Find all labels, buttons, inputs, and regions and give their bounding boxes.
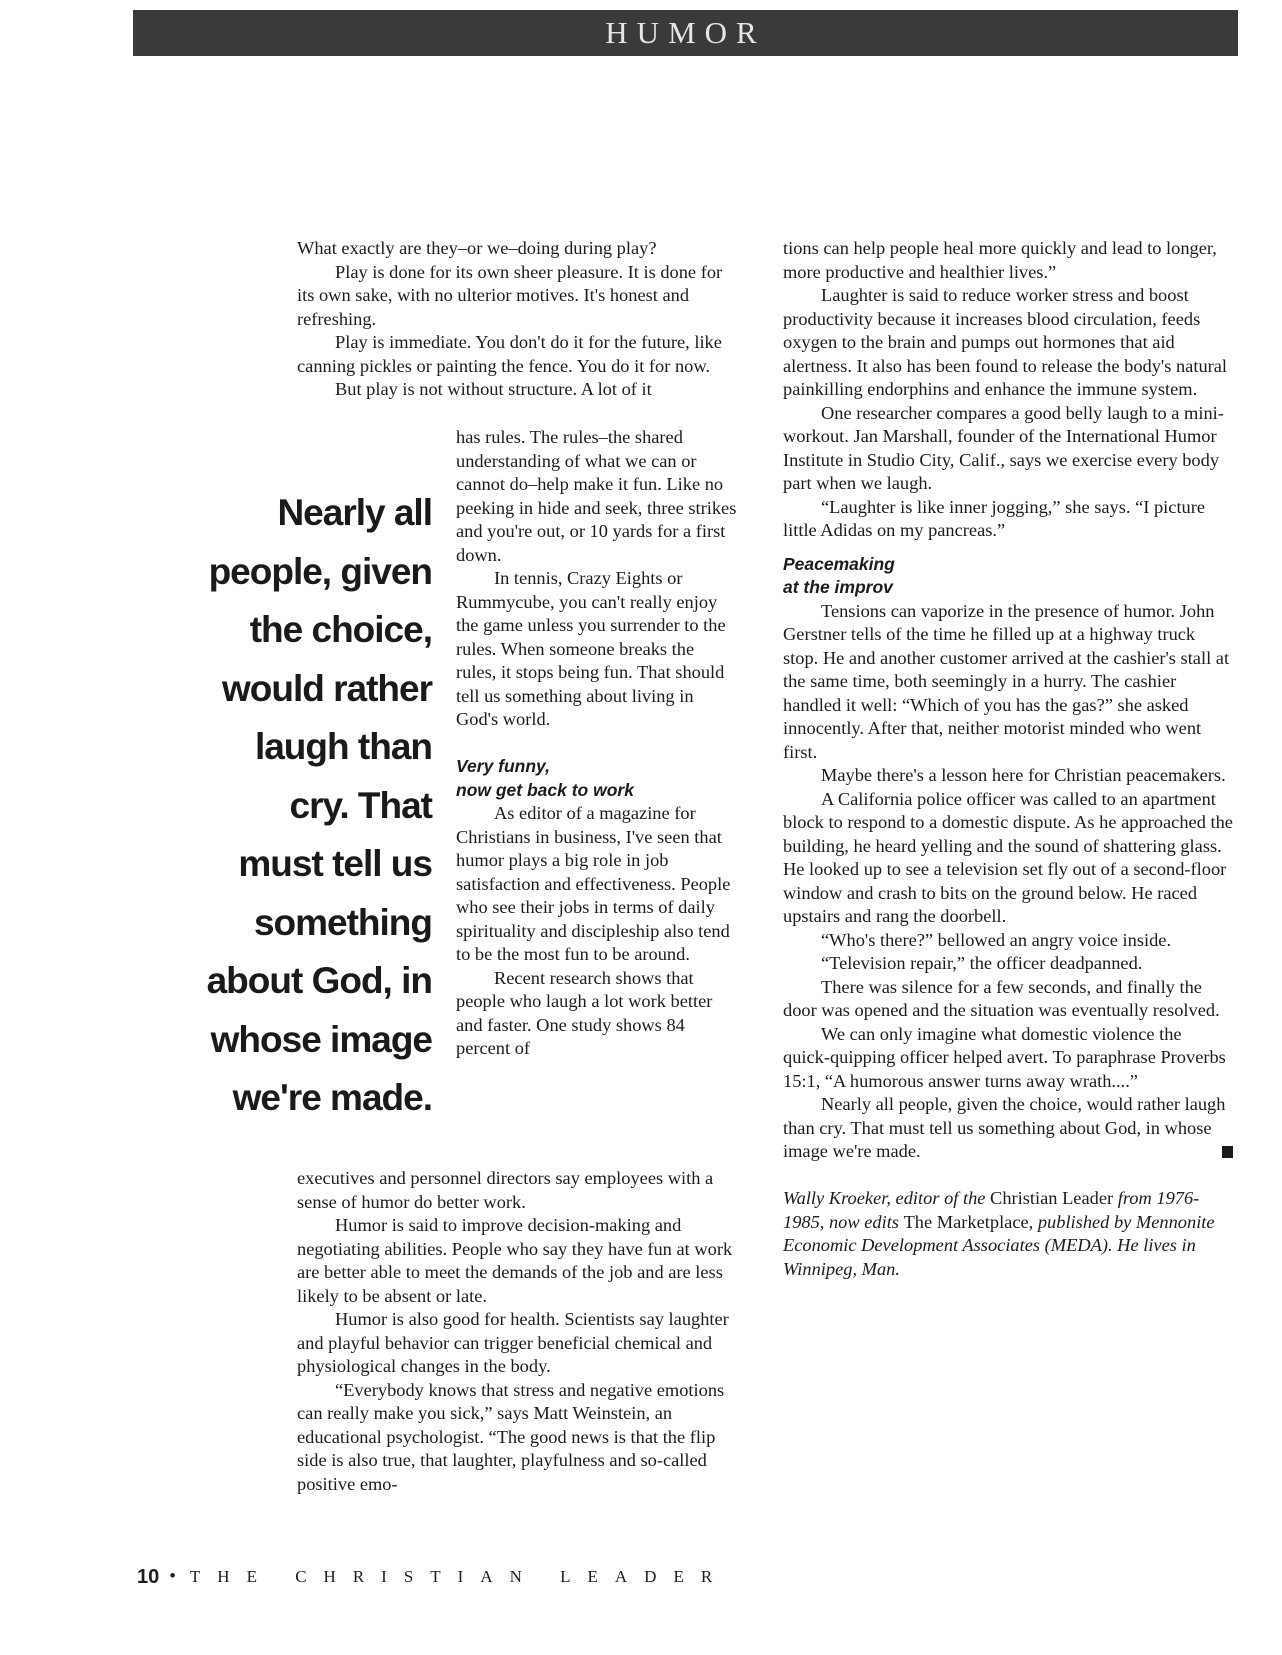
publication-name: THE CHRISTIAN LEADER	[189, 1567, 730, 1586]
paragraph: “Laughter is like inner jogging,” she says. “I picture little Adidas on my pancreas.”	[783, 496, 1206, 540]
bio-publication-1: Christian Leader	[990, 1188, 1114, 1208]
page-number: 10	[137, 1565, 160, 1588]
footer-separator: •	[169, 1566, 176, 1587]
final-paragraph	[783, 1093, 1233, 1164]
subhead-very-funny-line1: Very funny,	[456, 756, 551, 776]
paragraph: Play is immediate. You don't do it for the future, like canning pickles or painting the fence. You do it for now.	[297, 332, 722, 376]
paragraph: Humor is also good for health. Scientists say laughter and playful behavior can trigger beneficial chemical and physiological changes in the body.	[297, 1309, 729, 1376]
paragraph: Recent research shows that people who laugh a lot work better and faster. One study shows 84 percent of	[456, 967, 713, 1058]
column-1-bottom	[297, 1167, 733, 1496]
section-header-bar	[133, 10, 1238, 56]
paragraph: Humor is said to improve decision-making and negotiating abilities. People who say they have fun at work are better able to meet the demands of the job and are less likely to be absent or late.	[297, 1215, 733, 1306]
paragraph: One researcher compares a good belly laugh to a mini-workout. Jan Marshall, founder of the International Humor Institute in Studio City, Calif., says we exercise every body part when we laugh.	[783, 402, 1224, 493]
column-2	[783, 237, 1233, 1281]
paragraph: Tensions can vaporize in the presence of humor. John Gerstner tells of the time he filled up at a highway truck stop. He and another customer arrived at the cashier's stall at the same time, both seemingly in a hurry. The cashier handled it well: “Which of you has the gas?” she asked innocently. After that, neither motorist minded who went first.	[783, 600, 1230, 762]
pull-quote: Nearly all people, given the choice, would rather laugh than cry. That must tell us something about God, in whose image we're made.	[206, 492, 432, 1118]
paragraph: “Who's there?” bellowed an angry voice inside.	[821, 929, 1172, 950]
end-mark-icon	[1222, 1146, 1233, 1158]
paragraph: “Everybody knows that stress and negative emotions can really make you sick,” says Matt Weinstein, an educational psychologist. “The good news is that the flip side is also true, that laughter, playfulness and so-called positive emo-	[297, 1379, 725, 1494]
bio-publication-2: The Marketplace,	[903, 1211, 1034, 1232]
paragraph: Laughter is said to reduce worker stress and boost productivity because it increases blood circulation, feeds oxygen to the brain and pumps out hormones that aid alertness. It also has been found to release the body's natural painkilling endorphins and enhance the immune system.	[783, 285, 1228, 399]
column-1-top	[297, 237, 733, 402]
paragraph: executives and personnel directors say employees with a sense of humor do better work.	[297, 1168, 714, 1212]
section-title: HUMOR	[605, 15, 766, 50]
paragraph: tions can help people heal more quickly and lead to longer, more productive and healthier lives.”	[783, 238, 1217, 282]
paragraph: Maybe there's a lesson here for Christian peacemakers.	[821, 765, 1226, 785]
paragraph: Play is done for its own sheer pleasure. It is done for its own sake, with no ulterior motives. It's honest and refreshing.	[297, 261, 723, 329]
subhead-very-funny-line2: now get back to work	[456, 779, 634, 800]
paragraph: What exactly are they–or we–doing during play?	[297, 238, 657, 258]
page-footer	[137, 1564, 729, 1590]
paragraph: A California police officer was called to an apartment block to respond to a domestic dispute. As he approached the building, he heard yelling and the sound of shattering glass. He looked up to see a television set fly out of a second-floor window and crash to bits on the ground below. He raced upstairs and rang the doorbell.	[783, 788, 1233, 926]
column-1-narrow	[456, 426, 738, 1061]
bio-part2: from 1976-1985, now edits	[783, 1188, 1200, 1232]
author-bio	[783, 1187, 1233, 1281]
final-paragraph-text: Nearly all people, given the choice, would rather laugh than cry. That must tell us something about God, in whose image we're made.	[783, 1094, 1226, 1161]
paragraph: “Television repair,” the officer deadpanned.	[821, 953, 1143, 973]
subhead-peacemaking-line1: Peacemaking	[783, 553, 895, 574]
paragraph: In tennis, Crazy Eights or Rummycube, you can't really enjoy the game unless you surrender to the rules. When someone breaks the rules, it stops being fun. That should tell us something about living in God's world.	[456, 568, 726, 729]
paragraph: As editor of a magazine for Christians in business, I've seen that humor plays a big role in job satisfaction and effectiveness. People who see their jobs in terms of daily spirituality and discipleship also tend to be the most fun to be around.	[456, 803, 731, 964]
paragraph: We can only imagine what domestic violence the quick-quipping officer helped avert. To paraphrase Proverbs 15:1, “A humorous answer turns away wrath....”	[783, 1023, 1226, 1091]
paragraph: has rules. The rules–the shared understanding of what we can or cannot do–help make it fun. Like no peeking in hide and seek, three strikes and you're out, or 10 yards for a first down.	[456, 427, 737, 565]
subhead-peacemaking-line2: at the improv	[783, 577, 893, 597]
paragraph: There was silence for a few seconds, and finally the door was opened and the situation was eventually resolved.	[783, 976, 1220, 1020]
bio-part1: Wally Kroeker, editor of the	[783, 1188, 991, 1208]
bio-part3: published by Mennonite Economic Development Associates (MEDA). He lives in Winnipeg, Man.	[783, 1211, 1215, 1279]
paragraph: But play is not without structure. A lot of it	[335, 379, 652, 399]
